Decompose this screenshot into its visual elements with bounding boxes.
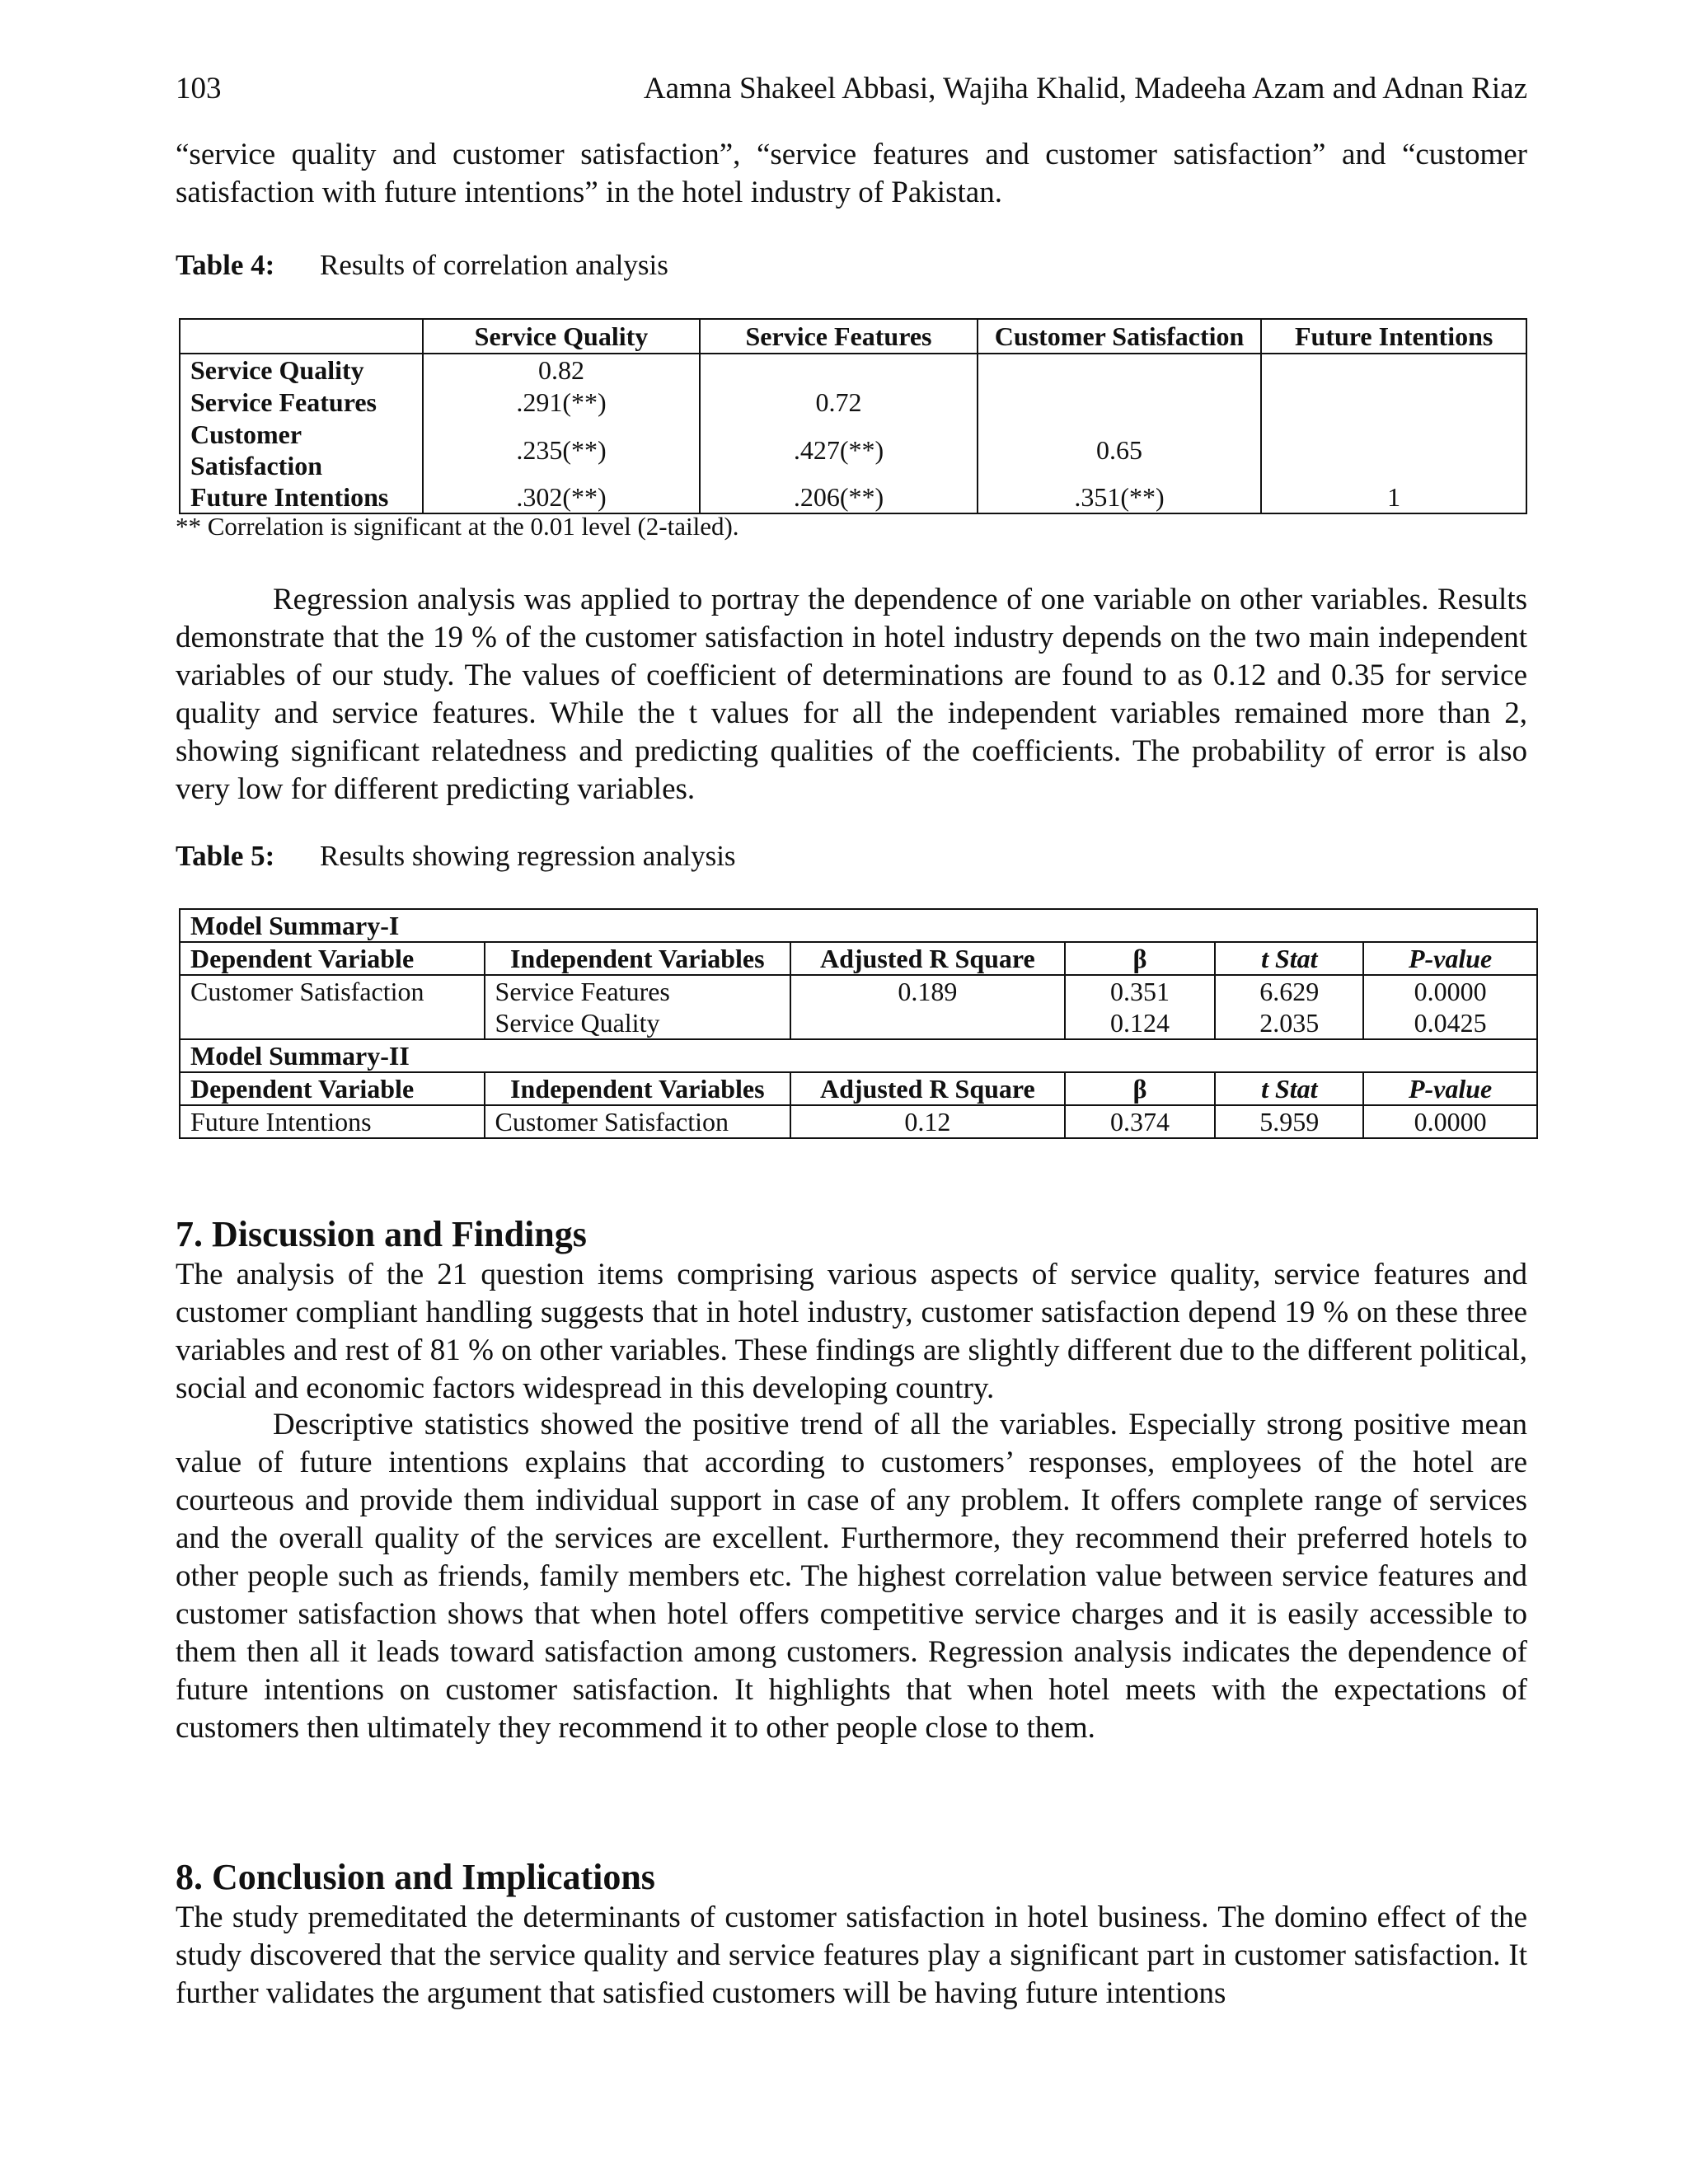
table-row [180, 354, 1526, 386]
model1-title: Model Summary-I [180, 909, 1537, 942]
regression-col-header: Independent Variables [485, 942, 791, 975]
table4-title: Results of correlation analysis [320, 249, 668, 281]
regression-col-header: β [1065, 942, 1216, 975]
section-8-heading: 8. Conclusion and Implications [176, 1857, 655, 1897]
regression-independent-cell: Service Quality [485, 1007, 791, 1039]
regression-p-cell: 0.0000 [1363, 1105, 1537, 1138]
regression-t-cell: 6.629 [1215, 975, 1363, 1007]
table4-label: Table 4: [176, 249, 275, 281]
regression-col-header: Dependent Variable [180, 942, 485, 975]
regression-col-header: P-value [1363, 1072, 1537, 1105]
correlation-table [179, 318, 1527, 514]
section-7-paragraph-1: The analysis of the 21 question items comprising various aspects of service quality, service features and customer compliant handling suggests that in hotel industry, customer satisfaction depend 19 % on these three variables and rest of 81 % on other variables. These findings are slightly different due to the different political, social and economic factors widespread in this developing country. [176, 1258, 1527, 1405]
model2-title: Model Summary-II [180, 1039, 1537, 1072]
regression-dependent-cell: Customer Satisfaction [180, 975, 485, 1007]
regression-p-cell: 0.0425 [1363, 1007, 1537, 1039]
regression-col-header: β [1065, 1072, 1216, 1105]
table-row [180, 419, 1526, 481]
running-header-authors: Aamna Shakeel Abbasi, Wajiha Khalid, Madeeha Azam and Adnan Riaz [643, 72, 1527, 105]
correlation-cell: .291(**) [423, 386, 701, 419]
correlation-row-header: Service Quality [190, 355, 364, 385]
regression-beta-cell: 0.124 [1065, 1007, 1216, 1039]
correlation-cell: 0.65 [978, 419, 1262, 481]
regression-col-header: t Stat [1215, 1072, 1363, 1105]
correlation-cell: 1 [1261, 481, 1526, 513]
regression-independent-cell: Service Features [485, 975, 791, 1007]
table-row [180, 1072, 1537, 1105]
table-row [180, 909, 1537, 942]
section-7-paragraph-2: Descriptive statistics showed the positive trend of all the variables. Especially strong positive mean value of future intentions explains that according to customers’ responses, employees of the hotel are courteous and provide them individual support in case of any problem. It offers complete range of services and the overall quality of the services are excellent. Furthermore, they recommend their preferred hotels to other people such as friends, family members etc. The highest correlation value between service features and customer satisfaction shows that when hotel offers competitive service charges and it is easily accessible to them then all it leads toward satisfaction among customers. Regression analysis indicates the dependence of future intentions on customer satisfaction. It highlights that when hotel meets with the expectations of customers then ultimately they recommend it to other people close to them. [176, 1408, 1527, 1745]
section-8-paragraph-1: The study premeditated the determinants of customer satisfaction in hotel business. The domino effect of the study discovered that the service quality and service features play a significant part in customer satisfaction. It further validates the argument that satisfied customers will be having future intentions [176, 1900, 1527, 2010]
regression-table [179, 908, 1538, 1139]
correlation-footnote: ** Correlation is significant at the 0.01 level (2-tailed). [176, 512, 739, 541]
correlation-cell: .235(**) [423, 419, 701, 481]
regression-col-header: P-value [1363, 942, 1537, 975]
correlation-col-header: Service Quality [423, 319, 701, 354]
correlation-row-header: Future Intentions [190, 482, 389, 512]
correlation-col-header: Customer Satisfaction [978, 319, 1262, 354]
correlation-header-row [180, 319, 1526, 354]
correlation-cell [978, 386, 1262, 419]
correlation-cell: .302(**) [423, 481, 701, 513]
correlation-cell [1261, 419, 1526, 481]
correlation-cell: .427(**) [700, 419, 978, 481]
page-number: 103 [176, 72, 222, 105]
regression-t-cell: 2.035 [1215, 1007, 1363, 1039]
regression-col-header: Adjusted R Square [790, 942, 1065, 975]
table-row [180, 1039, 1537, 1072]
regression-adjr2-cell: 0.12 [790, 1105, 1065, 1138]
correlation-cell: .206(**) [700, 481, 978, 513]
correlation-cell: 0.82 [423, 354, 701, 386]
regression-independent-cell: Customer Satisfaction [485, 1105, 791, 1138]
regression-beta-cell: 0.351 [1065, 975, 1216, 1007]
correlation-cell [1261, 354, 1526, 386]
correlation-cell: 0.72 [700, 386, 978, 419]
table5-label: Table 5: [176, 840, 275, 872]
correlation-cell [1261, 386, 1526, 419]
correlation-row-header: Customer Satisfaction [190, 419, 322, 480]
table5-title: Results showing regression analysis [320, 840, 736, 872]
table-row [180, 1105, 1537, 1138]
table5-caption [176, 838, 736, 874]
correlation-row-header: Service Features [190, 387, 377, 417]
table4-caption [176, 247, 668, 284]
regression-col-header: Adjusted R Square [790, 1072, 1065, 1105]
correlation-col-header: Future Intentions [1261, 319, 1526, 354]
correlation-cell [700, 354, 978, 386]
regression-dependent-cell [180, 1007, 485, 1039]
table-row [180, 975, 1537, 1007]
regression-adjr2-cell: 0.189 [790, 975, 1065, 1007]
correlation-cell: .351(**) [978, 481, 1262, 513]
correlation-corner-cell [180, 319, 423, 354]
regression-col-header: t Stat [1215, 942, 1363, 975]
regression-adjr2-cell [790, 1007, 1065, 1039]
table-row [180, 942, 1537, 975]
regression-col-header: Dependent Variable [180, 1072, 485, 1105]
regression-paragraph: Regression analysis was applied to portray the dependence of one variable on other variables. Results demonstrate that the 19 % of the customer satisfaction in hotel industry depends on the two main independent variables of our study. The values of coefficient of determinations are found to as 0.12 and 0.35 for service quality and service features. While the t values for all the independent variables remained more than 2, showing significant relatedness and predicting qualities of the coefficients. The probability of error is also very low for different predicting variables. [176, 583, 1527, 806]
table-row [180, 481, 1526, 513]
correlation-cell [978, 354, 1262, 386]
intro-paragraph: “service quality and customer satisfaction”, “service features and customer satisfaction” and “customer satisfaction with future intentions” in the hotel industry of Pakistan. [176, 138, 1527, 209]
regression-p-cell: 0.0000 [1363, 975, 1537, 1007]
regression-beta-cell: 0.374 [1065, 1105, 1216, 1138]
table-row [180, 1007, 1537, 1039]
regression-col-header: Independent Variables [485, 1072, 791, 1105]
regression-dependent-cell: Future Intentions [180, 1105, 485, 1138]
section-7-heading: 7. Discussion and Findings [176, 1214, 587, 1254]
table-row [180, 386, 1526, 419]
regression-t-cell: 5.959 [1215, 1105, 1363, 1138]
correlation-col-header: Service Features [700, 319, 978, 354]
